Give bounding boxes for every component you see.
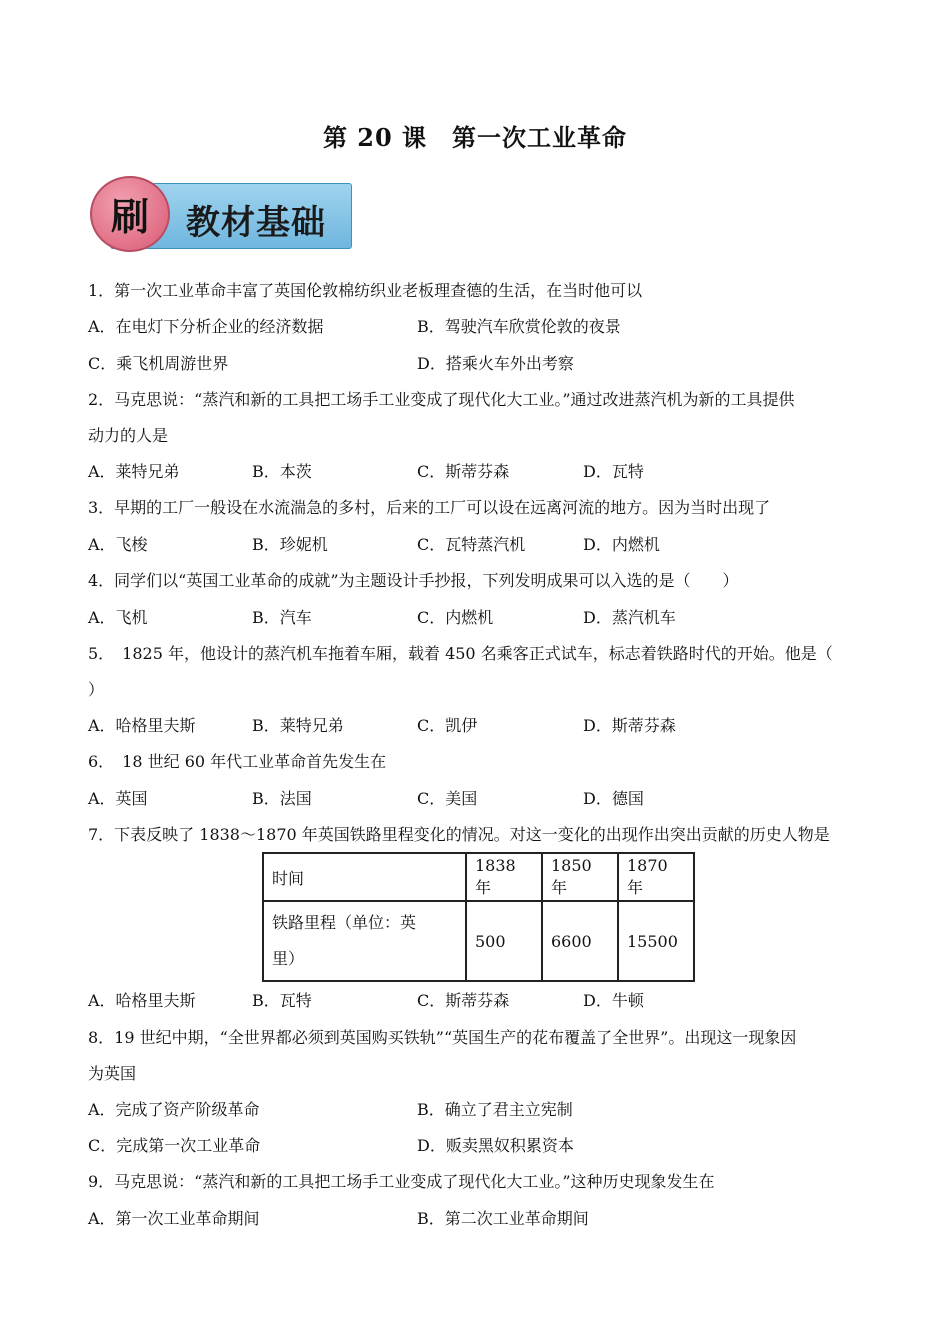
question-3-option-d: D．内燃机 xyxy=(583,535,660,554)
question-6-stem: 6． 18 世纪 60 年代工业革命首先发生在 xyxy=(88,752,387,771)
table-cell: 6600 xyxy=(542,901,618,981)
question-6-option-a: A．英国 xyxy=(88,789,148,808)
question-3-stem: 3．早期的工厂一般设在水流湍急的多村，后来的工厂可以设在远离河流的地方。因为当时出现了 xyxy=(88,498,771,517)
question-4-option-a: A．飞机 xyxy=(88,608,148,627)
question-4-option-c: C．内燃机 xyxy=(417,608,494,627)
question-2-option-c: C．斯蒂芬森 xyxy=(417,462,510,481)
question-1-option-a: A．在电灯下分析企业的经济数据 xyxy=(88,317,324,336)
question-8-stem-cont: 为英国 xyxy=(88,1064,137,1083)
question-6-option-b: B．法国 xyxy=(252,789,312,808)
question-8-option-d: D．贩卖黑奴积累资本 xyxy=(417,1136,574,1155)
question-1-option-d: D．搭乘火车外出考察 xyxy=(417,354,574,373)
question-9-stem: 9．马克思说：“蒸汽和新的工具把工场手工业变成了现代化大工业。”这种历史现象发生在 xyxy=(88,1172,715,1191)
table-row xyxy=(263,901,694,981)
table-cell: 500 xyxy=(466,901,542,981)
table-header-cell: 时间 xyxy=(263,853,466,901)
question-1-stem: 1．第一次工业革命丰富了英国伦敦棉纺织业老板理查德的生活，在当时他可以 xyxy=(88,281,643,300)
question-2-option-a: A．莱特兄弟 xyxy=(88,462,180,481)
question-6-option-d: D．德国 xyxy=(583,789,644,808)
question-7-option-b: B．瓦特 xyxy=(252,991,312,1010)
question-7-option-a: A．哈格里夫斯 xyxy=(88,991,196,1010)
question-5-option-b: B．莱特兄弟 xyxy=(252,716,344,735)
question-3-option-b: B．珍妮机 xyxy=(252,535,328,554)
question-4-option-b: B．汽车 xyxy=(252,608,312,627)
question-9-option-a: A．第一次工业革命期间 xyxy=(88,1209,260,1228)
banner-badge-text: 刷 xyxy=(110,195,149,239)
table-row-label-line-2: 里） xyxy=(272,949,305,968)
question-8-option-b: B．确立了君主立宪制 xyxy=(417,1100,573,1119)
table-header-cell: 1870 年 xyxy=(618,853,694,901)
question-5-option-a: A．哈格里夫斯 xyxy=(88,716,196,735)
question-1-option-b: B．驾驶汽车欣赏伦敦的夜景 xyxy=(417,317,621,336)
question-5-option-d: D．斯蒂芬森 xyxy=(583,716,676,735)
question-5-stem: 5． 1825 年，他设计的蒸汽机车拖着车厢，载着 450 名乘客正式试车，标志着铁路时代的开始。他是（ xyxy=(88,644,833,663)
banner-title: 教材基础 xyxy=(186,203,326,243)
table-header-cell: 1850 年 xyxy=(542,853,618,901)
question-2-option-b: B．本茨 xyxy=(252,462,312,481)
question-5-stem-cont: ） xyxy=(88,680,105,699)
question-7-option-d: D．牛顿 xyxy=(583,991,644,1010)
question-2-stem-cont: 动力的人是 xyxy=(88,426,169,445)
question-1-option-c: C．乘飞机周游世界 xyxy=(88,354,229,373)
table-cell: 15500 xyxy=(618,901,694,981)
question-2-stem: 2．马克思说：“蒸汽和新的工具把工场手工业变成了现代化大工业。”通过改进蒸汽机为新的工具提供 xyxy=(88,390,795,409)
railway-mileage-table xyxy=(262,852,695,982)
question-8-option-c: C．完成第一次工业革命 xyxy=(88,1136,261,1155)
question-3-option-a: A．飞梭 xyxy=(88,535,148,554)
question-4-stem: 4．同学们以“英国工业革命的成就”为主题设计手抄报，下列发明成果可以入选的是（ ） xyxy=(88,571,739,590)
question-2-option-d: D．瓦特 xyxy=(583,462,644,481)
table-header-cell: 1838 年 xyxy=(466,853,542,901)
table-row-label-line-1: 铁路里程（单位：英 xyxy=(272,913,417,932)
question-4-option-d: D．蒸汽机车 xyxy=(583,608,676,627)
table-header-row xyxy=(263,853,694,901)
question-8-stem: 8．19 世纪中期，“全世界都必须到英国购买铁轨”“英国生产的花布覆盖了全世界”。出现这一现象因 xyxy=(88,1028,797,1047)
question-7-stem: 7．下表反映了 1838～1870 年英国铁路里程变化的情况。对这一变化的出现作出突出贡献的历史人物是 xyxy=(88,825,830,844)
question-5-option-c: C．凯伊 xyxy=(417,716,478,735)
section-banner xyxy=(90,180,352,252)
question-8-option-a: A．完成了资产阶级革命 xyxy=(88,1100,260,1119)
question-7-option-c: C．斯蒂芬森 xyxy=(417,991,510,1010)
page-title: 第 20 课 第一次工业革命 xyxy=(322,123,628,152)
table-row-label xyxy=(263,901,466,981)
question-6-option-c: C．美国 xyxy=(417,789,478,808)
question-9-option-b: B．第二次工业革命期间 xyxy=(417,1209,589,1228)
question-3-option-c: C．瓦特蒸汽机 xyxy=(417,535,526,554)
